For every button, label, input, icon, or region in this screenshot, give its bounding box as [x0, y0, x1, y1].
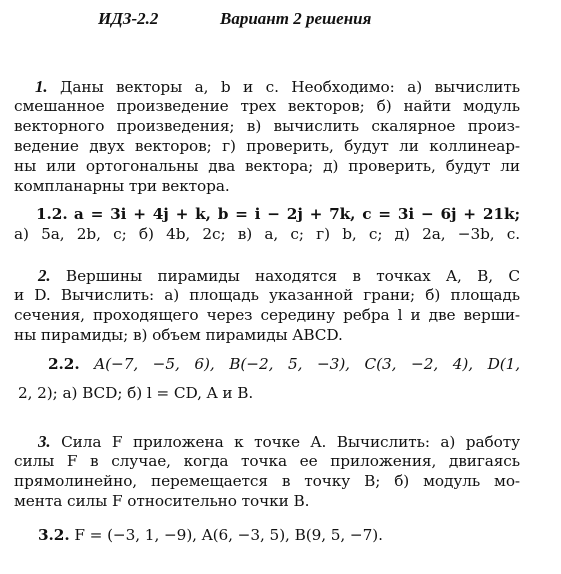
- s3-label: 3.: [38, 432, 51, 451]
- s2-line-2: сечения, проходящего через середину ребра l и две верши-: [14, 306, 520, 324]
- s1-line-5: компланарны три вектора.: [14, 177, 230, 195]
- s1-task-line-1: а) 5a, 2b, c; б) 4b, 2c; в) a, c; г) b, c; д) 2a, −3b, c.: [14, 225, 520, 243]
- s1-task-line-0: 1.2. a = 3i + 4j + k, b = i − 2j + 7k, c = 3i − 6j + 21k;: [36, 205, 520, 223]
- header-title: ИДЗ-2.2: [98, 9, 159, 28]
- s1-line-0: 1. Даны векторы a, b и c. Необходимо: а) вычислить: [35, 77, 520, 96]
- s3-line-0: 3. Сила F приложена к точке A. Вычислить: а) работу: [38, 432, 520, 451]
- s2-task-line-1: 2, 2); а) BCD; б) l = CD, A и B.: [18, 384, 254, 402]
- s3-line-2: прямолинейно, перемещается в точку B; б) модуль мо-: [14, 472, 520, 490]
- s2-line-1: и D. Вычислить: а) площадь указанной грани; б) площадь: [14, 286, 520, 304]
- s3-task-line-0: 3.2. F = (−3, 1, −9), A(6, −3, 5), B(9, 5, −7).: [38, 526, 383, 544]
- s1-line-4: ны или ортогональны два вектора; д) проверить, будут ли: [14, 157, 520, 175]
- s2-task-label: 2.2.: [48, 355, 80, 373]
- s1-label: 1.: [35, 77, 48, 96]
- s3-task-label: 3.2.: [38, 526, 70, 544]
- s3-line-1: силы F в случае, когда точка ее приложения, двигаясь: [14, 452, 520, 470]
- s2-line-3: ны пирамиды; в) объем пирамиды ABCD.: [14, 326, 343, 344]
- s1-line-2: векторного произведения; в) вычислить скалярное произ-: [14, 117, 520, 135]
- s2-task-line-0: 2.2. A(−7, −5, 6), B(−2, 5, −3), C(3, −2, 4), D(1,: [48, 355, 521, 373]
- header: [0, 9, 561, 31]
- s3-line-3: мента силы F относительно точки B.: [14, 492, 310, 510]
- s2-line-0: 2. Вершины пирамиды находятся в точках A, B, C: [38, 266, 520, 285]
- s1-line-3: ведение двух векторов; г) проверить, будут ли коллинеар-: [14, 137, 520, 155]
- header-variant: Вариант 2 решения: [220, 9, 372, 28]
- s1-line-1: смешанное произведение трех векторов; б) найти модуль: [14, 97, 520, 115]
- s1-task-label: 1.2.: [36, 205, 68, 223]
- s2-label: 2.: [38, 266, 51, 285]
